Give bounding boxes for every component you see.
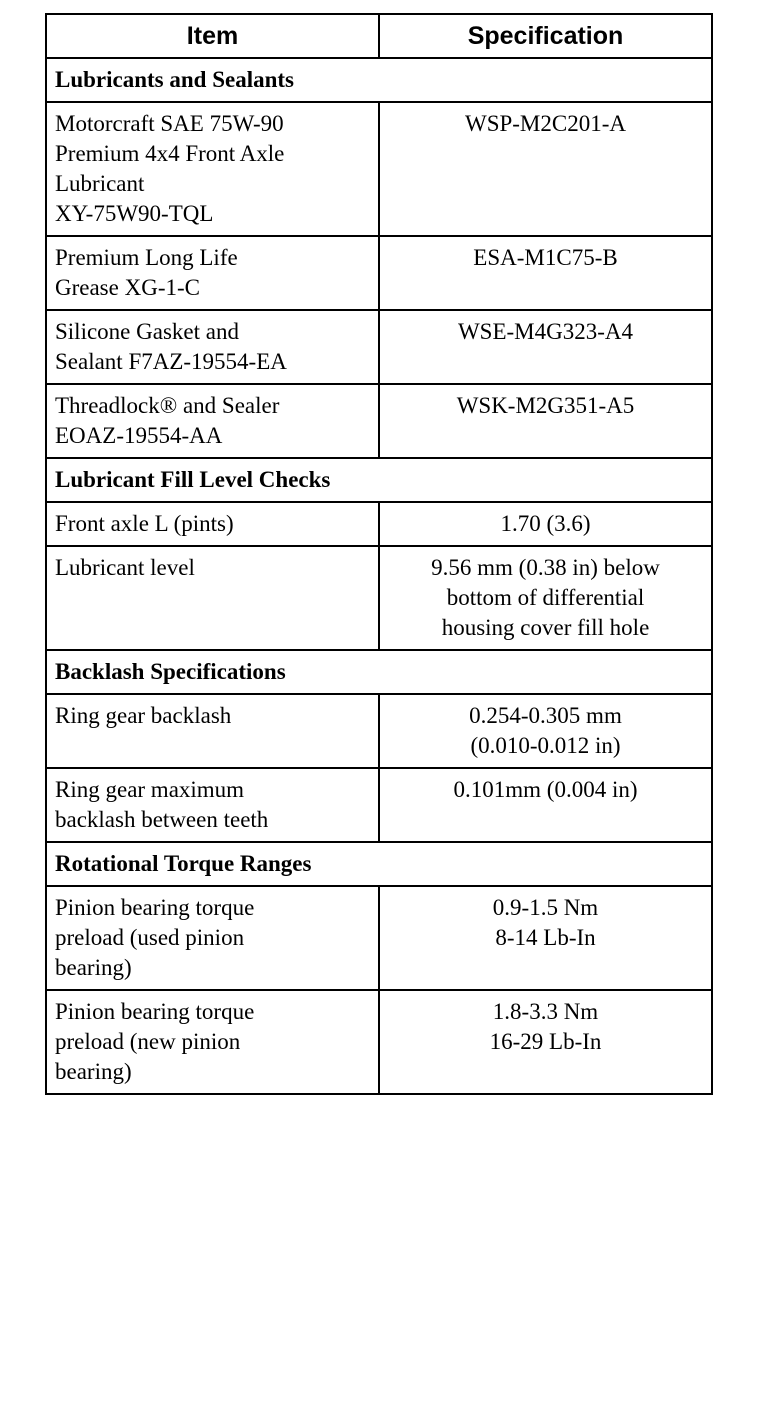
item-text-line: preload (new pinion bbox=[55, 1029, 241, 1054]
item-cell bbox=[46, 990, 379, 1094]
table-row bbox=[46, 502, 712, 546]
section-row bbox=[46, 842, 712, 886]
specification-text-line: 0.9-1.5 Nm bbox=[492, 895, 599, 920]
table-row bbox=[46, 768, 712, 842]
section-title: Rotational Torque Ranges bbox=[46, 842, 712, 886]
item-column-header: Item bbox=[46, 14, 379, 58]
item-text-line: backlash between teeth bbox=[55, 807, 269, 832]
item-text-line: Pinion bearing torque bbox=[55, 999, 255, 1024]
specification-text-line: WSE-M4G323-A4 bbox=[457, 319, 634, 344]
specification-table bbox=[45, 13, 713, 1095]
item-text-line: Lubricant bbox=[55, 171, 145, 196]
item-text-line: Sealant F7AZ-19554-EA bbox=[55, 349, 287, 374]
specification-cell bbox=[379, 768, 712, 842]
specification-text-line: 16-29 Lb-In bbox=[489, 1029, 602, 1054]
item-text-line: Front axle L (pints) bbox=[55, 511, 234, 536]
item-text-line: Premium Long Life bbox=[55, 245, 238, 270]
specification-text-line: 9.56 mm (0.38 in) below bbox=[431, 555, 660, 580]
specification-cell bbox=[379, 886, 712, 990]
item-cell bbox=[46, 886, 379, 990]
section-row bbox=[46, 650, 712, 694]
specification-text-line: 0.101mm (0.004 in) bbox=[453, 777, 638, 802]
specification-text-line: ESA-M1C75-B bbox=[473, 245, 618, 270]
item-cell bbox=[46, 694, 379, 768]
table-row bbox=[46, 102, 712, 236]
specification-text-line: 0.254-0.305 mm bbox=[469, 703, 622, 728]
item-text-line: Silicone Gasket and bbox=[55, 319, 239, 344]
specification-text-line: 8-14 Lb-In bbox=[495, 925, 596, 950]
item-text-line: bearing) bbox=[55, 955, 132, 980]
specification-text-line: WSP-M2C201-A bbox=[464, 111, 626, 136]
specification-cell bbox=[379, 102, 712, 236]
item-text-line: preload (used pinion bbox=[55, 925, 245, 950]
table-body bbox=[46, 58, 712, 1094]
item-text-line: EOAZ-19554-AA bbox=[55, 423, 223, 448]
item-cell bbox=[46, 102, 379, 236]
item-cell bbox=[46, 502, 379, 546]
specification-cell bbox=[379, 546, 712, 650]
specification-column-header: Specification bbox=[379, 14, 712, 58]
item-cell bbox=[46, 384, 379, 458]
item-cell bbox=[46, 236, 379, 310]
table-row bbox=[46, 546, 712, 650]
item-text-line: Lubricant level bbox=[55, 555, 195, 580]
specification-cell bbox=[379, 502, 712, 546]
table-row bbox=[46, 384, 712, 458]
item-cell bbox=[46, 546, 379, 650]
item-text-line: Motorcraft SAE 75W-90 bbox=[55, 111, 284, 136]
item-cell bbox=[46, 768, 379, 842]
specification-cell bbox=[379, 236, 712, 310]
item-text-line: bearing) bbox=[55, 1059, 132, 1084]
section-title: Lubricant Fill Level Checks bbox=[46, 458, 712, 502]
specification-cell bbox=[379, 310, 712, 384]
specification-text-line: 1.70 (3.6) bbox=[500, 511, 591, 536]
specification-text-line: 1.8-3.3 Nm bbox=[492, 999, 599, 1024]
item-text-line: Grease XG-1-C bbox=[55, 275, 200, 300]
table-row bbox=[46, 990, 712, 1094]
table-row bbox=[46, 886, 712, 990]
specification-text-line: bottom of differential bbox=[446, 585, 645, 610]
table-row bbox=[46, 236, 712, 310]
item-cell bbox=[46, 310, 379, 384]
item-text-line: Premium 4x4 Front Axle bbox=[55, 141, 285, 166]
item-text-line: Pinion bearing torque bbox=[55, 895, 255, 920]
section-title: Lubricants and Sealants bbox=[46, 58, 712, 102]
table-row bbox=[46, 310, 712, 384]
section-row bbox=[46, 58, 712, 102]
specification-text-line: WSK-M2G351-A5 bbox=[456, 393, 635, 418]
specification-cell bbox=[379, 384, 712, 458]
item-text-line: Ring gear maximum bbox=[55, 777, 245, 802]
specification-text-line: (0.010-0.012 in) bbox=[470, 733, 621, 758]
item-text-line: Threadlock® and Sealer bbox=[55, 393, 280, 418]
section-title: Backlash Specifications bbox=[46, 650, 712, 694]
item-text-line: XY-75W90-TQL bbox=[55, 201, 214, 226]
table-row bbox=[46, 694, 712, 768]
specification-cell bbox=[379, 694, 712, 768]
item-text-line: Ring gear backlash bbox=[55, 703, 232, 728]
section-row bbox=[46, 458, 712, 502]
specification-cell bbox=[379, 990, 712, 1094]
specification-text-line: housing cover fill hole bbox=[441, 615, 650, 640]
header-row bbox=[46, 14, 712, 58]
